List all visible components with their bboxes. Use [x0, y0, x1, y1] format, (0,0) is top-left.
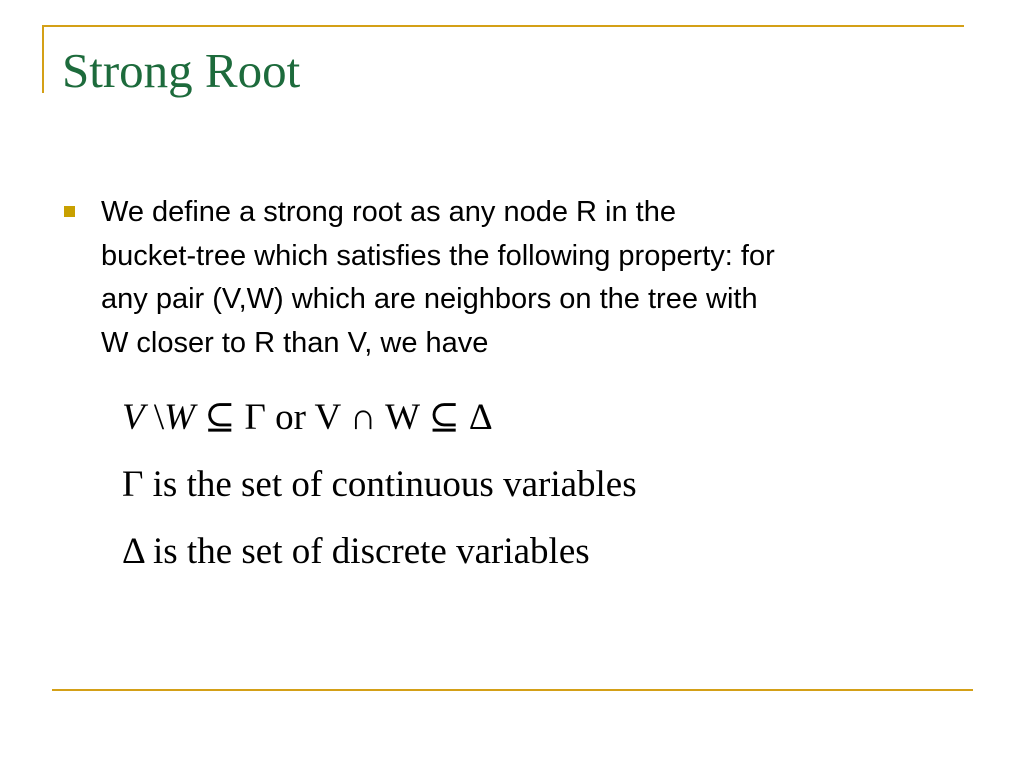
formula-backslash: \	[144, 397, 165, 438]
bottom-divider-line	[52, 689, 973, 691]
formula-line	[122, 396, 493, 440]
bullet-line-2: bucket-tree which satisfies the following property: for	[101, 239, 775, 272]
top-frame-line	[42, 25, 964, 27]
square-bullet-icon	[64, 206, 75, 217]
left-frame-line	[42, 25, 44, 93]
bullet-line-1: We define a strong root as any node R in the	[101, 196, 676, 228]
gamma-definition: Γ is the set of continuous variables	[122, 464, 637, 505]
bullet-paragraph	[101, 191, 981, 365]
slide-title: Strong Root	[62, 43, 301, 98]
bullet-line-4: W closer to R than V, we have	[101, 326, 489, 359]
delta-definition: Δ is the set of discrete variables	[122, 531, 590, 572]
formula-v: V	[122, 397, 145, 438]
formula-rest: ⊆ Γ or V ∩ W ⊆ Δ	[194, 397, 493, 438]
formula-w: W	[164, 397, 195, 438]
bullet-line-3: any pair (V,W) which are neighbors on the tree with	[101, 283, 758, 315]
